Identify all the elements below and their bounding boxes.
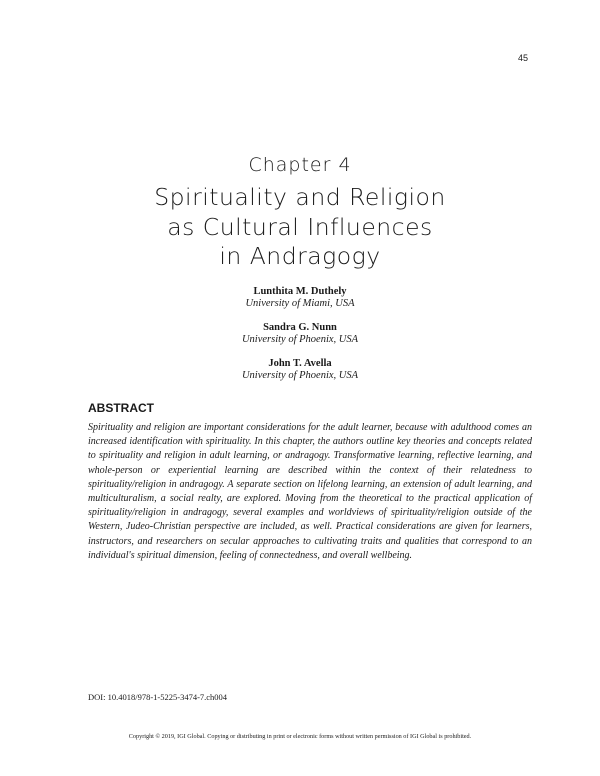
author-name: John T. Avella [268,358,332,369]
author-affiliation: University of Phoenix, USA [241,370,359,381]
chapter-title-line: Spirituality and Religion [154,183,446,211]
chapter-title-line: in Andragogy [219,242,381,270]
author-name: Sandra G. Nunn [263,322,337,333]
abstract-body: Spirituality and religion are important considerations for the adult learner, because with adulthood comes an increased identification with spirituality. In this chapter, the authors outline key theories and concepts related to spirituality and religion in adult learning, or andragogy. Transformative learning, reflective learning, and whole-person or experiential learning are described within the context of their relatedness to spirituality/religion in andragogy. A separate section on lifelong learning, an extension of adult learning, and multiculturalism, a social realty, are explored. Moving from the theoretical to the practical application of spirituality/religion in andragogy, several examples and worldviews of spirituality/religion outside of the Western, Judeo-Christian perspective are included, as well. Practical considerations are given for learners, instructors, and researchers on secular approaches to cultivating traits and qualities that correspond to an individual's spiritual dimension, feeling of connectedness, and overall wellbeing. [88,422,532,561]
author-block [0,322,600,346]
chapter-title-line: as Cultural Influences [167,212,433,241]
chapter-label: Chapter 4 [248,154,352,176]
author-list [0,286,600,394]
author-name: Lunthita M. Duthely [253,286,347,297]
doi-line: DOI: 10.4018/978-1-5225-3474-7.ch004 [88,692,228,702]
page-number: 45 [517,53,528,63]
author-block [0,286,600,310]
author-affiliation: University of Miami, USA [245,298,355,309]
abstract-heading: ABSTRACT [88,401,154,415]
copyright-notice: Copyright © 2019, IGI Global. Copying or distributing in print or electronic forms without written permission of IGI Global is prohibited. [128,733,472,740]
author-affiliation: University of Phoenix, USA [241,334,359,345]
chapter-title [0,183,600,272]
author-block [0,358,600,382]
